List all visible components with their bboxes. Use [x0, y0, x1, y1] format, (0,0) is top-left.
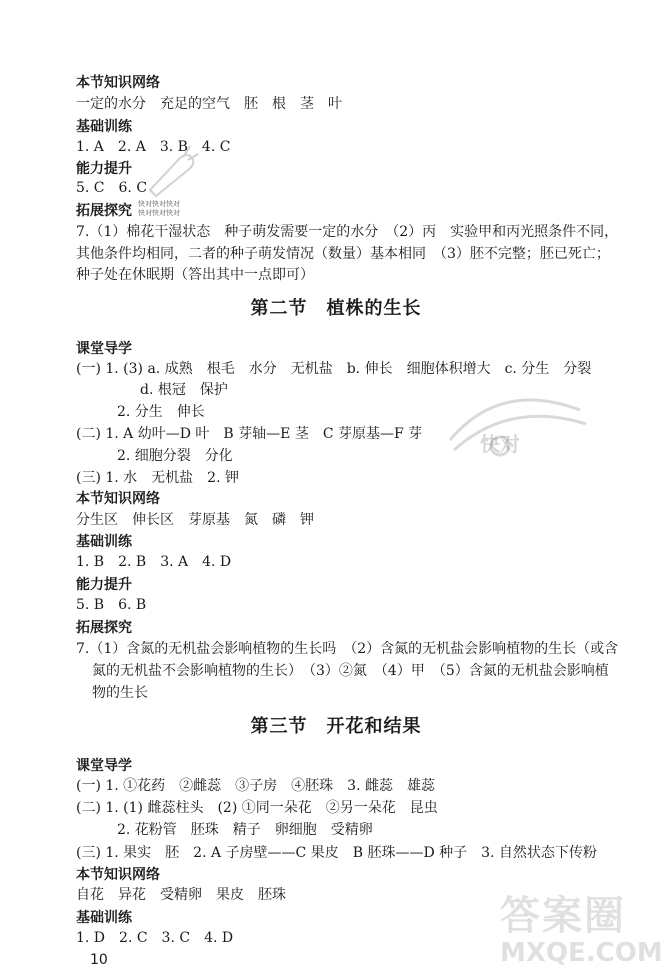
heading-knowledge-network: 本节知识网络: [76, 75, 160, 91]
heading-ability: 能力提升: [76, 577, 132, 593]
extension-answer-line: 种子处在休眠期（答出其中一点即可）: [76, 267, 314, 283]
guide-answer-line: (三) 1. 果实 胚 2. A 子房壁——C 果皮 B 胚珠——D 种子 3. 自然状态下传粉: [76, 845, 597, 861]
heading-basic-training: 基础训练: [76, 910, 132, 926]
knowledge-network-answers: 自花 异花 受精卵 果皮 胚珠: [76, 887, 286, 903]
answer-circle-watermark: 答案圈: [500, 893, 626, 939]
heading-knowledge-network: 本节知识网络: [76, 491, 160, 507]
heading-knowledge-network: 本节知识网络: [76, 867, 160, 883]
guide-answer-line: (二) 1. A 幼叶—D 叶 B 芽轴—E 茎 C 芽原基—F 芽: [76, 426, 423, 442]
section-title-3: 第三节 开花和结果: [250, 716, 422, 737]
guide-answer-line: (三) 1. 水 无机盐 2. 钾: [76, 470, 239, 486]
site-watermark: MXQE.COM: [500, 938, 663, 968]
heading-extension: 拓展探究: [76, 203, 132, 219]
guide-answer-line: d. 根冠 保护: [140, 382, 228, 398]
ability-answers: 5. C 6. C: [76, 180, 148, 196]
extension-answer-line: 其他条件均相同，二者的种子萌发情况（数量）基本相同 （3）胚不完整；胚已死亡；: [76, 246, 610, 262]
heading-ability: 能力提升: [76, 161, 132, 177]
heading-extension: 拓展探究: [76, 620, 132, 636]
kuaidui-stamp: 快对快对快对 快对快对快对: [138, 200, 180, 217]
basic-training-answers: 1. A 2. A 3. B 4. C: [76, 139, 231, 155]
carrot-watermark-icon: [140, 140, 200, 200]
guide-answer-line: (一) 1. ①花药 ②雌蕊 ③子房 ④胚珠 3. 雌蕊 雄蕊: [76, 778, 435, 794]
extension-answer-line: 7.（1）棉花干湿状态 种子萌发需要一定的水分 （2）丙 实验甲和丙光照条件不同，: [76, 224, 619, 240]
knowledge-network-answers: 分生区 伸长区 芽原基 氮 磷 钾: [76, 512, 314, 528]
guide-answer-line: 2. 分生 伸长: [117, 404, 205, 420]
heading-basic-training: 基础训练: [76, 534, 132, 550]
basic-training-answers: 1. D 2. C 3. C 4. D: [76, 930, 234, 946]
guide-answer-line: (二) 1. (1) 雌蕊柱头 (2) ①同一朵花 ②另一朵花 昆虫: [76, 800, 438, 816]
section-title-2: 第二节 植株的生长: [250, 298, 422, 319]
knowledge-network-answers: 一定的水分 充足的空气 胚 根 茎 叶: [76, 96, 342, 112]
extension-answer-line: 物的生长: [92, 685, 148, 701]
heading-basic-training: 基础训练: [76, 119, 132, 135]
guide-answer-line: 2. 细胞分裂 分化: [117, 448, 233, 464]
extension-answer-line: 氮的无机盐不会影响植物的生长） （3）②氮 （4）甲 （5）含氮的无机盐会影响植: [92, 663, 609, 679]
guide-answer-line: (一) 1. (3) a. 成熟 根毛 水分 无机盐 b. 伸长 细胞体积增大 c. 分生 分裂: [76, 361, 592, 377]
heading-class-guide: 课堂导学: [76, 341, 132, 357]
page-number: 10: [90, 952, 108, 968]
guide-answer-line: 2. 花粉管 胚珠 精子 卵细胞 受精卵: [117, 822, 373, 838]
basic-training-answers: 1. B 2. B 3. A 4. D: [76, 554, 232, 570]
extension-answer-line: 7.（1）含氮的无机盐会影响植物的生长吗 （2）含氮的无机盐会影响植物的生长（或含: [76, 641, 619, 657]
heading-class-guide: 课堂导学: [76, 758, 132, 774]
ability-answers: 5. B 6. B: [76, 597, 147, 613]
kuaidui-watermark-text: 快对: [480, 432, 520, 456]
